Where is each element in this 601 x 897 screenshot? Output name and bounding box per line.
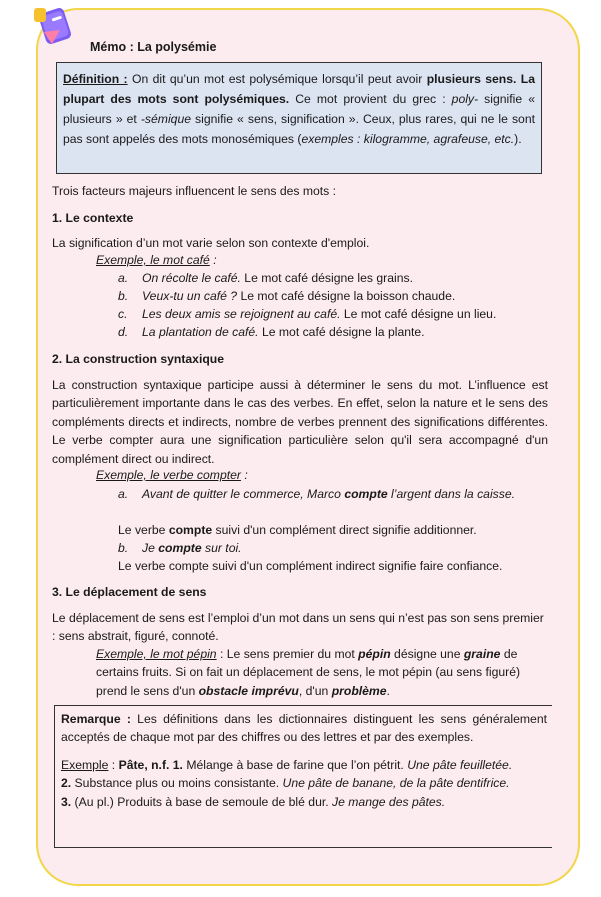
example-label: Exemple, le verbe compter [96, 468, 241, 482]
note-line: Le verbe compte suivi d'un complément indirect signifie faire confiance. [118, 559, 503, 573]
page-title: Mémo : La polysémie [90, 40, 217, 54]
definition-text: ). [514, 132, 522, 146]
section-heading-syntax: 2. La construction syntaxique [52, 352, 225, 366]
definition-text: Ce mot provient du grec : [289, 92, 452, 106]
section-text-syntax: La construction syntaxique participe aussi à déterminer le sens du mot. L’influence est particulièrement importante dans le cas des verbes. En effet, selon la nature et le sens des compléments directs et indirects, nombre de verbes prennent des significations différentes. Le verbe compter aura une signification particulière selon qu'il sera accompagné d'un complément direct ou indirect. [52, 378, 548, 466]
remarque-text: Remarque : Les définitions dans les dictionnaires distinguent les sens généralement acceptés de chaque mot par des chiffres ou des lettres et par des exemples. [61, 712, 547, 745]
definition-examples: exemples : kilogramme, agrafeuse, etc. [301, 132, 515, 146]
section-heading-shift: 3. Le déplacement de sens [52, 585, 207, 599]
intro-text: Trois facteurs majeurs influencent le sens des mots : [52, 184, 337, 198]
list-item: d. La plantation de café. Le mot café désigne la plante. [118, 325, 425, 339]
section-text-context: La signification d’un mot varie selon son contexte d'emploi. [52, 236, 370, 250]
section-text-shift: Le déplacement de sens est l’emploi d’un mot dans un sens qui n’est pas son sens premier : sens abstrait, figuré, connoté. [52, 611, 544, 644]
definition-label: Définition : [63, 72, 128, 86]
definition-italic: poly- [451, 92, 479, 106]
list-item: a. On récolte le café. Le mot café désigne les grains. [118, 271, 413, 285]
remarque-sense-2: 2. Substance plus ou moins consistante. Une pâte de banane, de la pâte dentifrice. [61, 776, 510, 791]
notebook-icon [30, 4, 76, 50]
list-item: b. Veux-tu un café ? Le mot café désigne la boisson chaude. [118, 289, 456, 303]
example-label: Exemple, le mot pépin [96, 647, 217, 661]
list-item: c. Les deux amis se rejoignent au café. Le mot café désigne un lieu. [118, 307, 497, 321]
remarque-label: Remarque : [61, 712, 131, 726]
definition-text: signifie « plusieurs » et [63, 92, 535, 126]
definition-box [56, 62, 542, 174]
example-line: Exemple, le verbe compter : [96, 468, 248, 482]
list-item: a. Avant de quitter le commerce, Marco compte l’argent dans la caisse. [118, 487, 516, 501]
remarque-sense-3: 3. (Au pl.) Produits à base de semoule de blé dur. Je mange des pâtes. [61, 794, 446, 809]
example-line: Exemple, le mot café : [96, 253, 217, 267]
remarque-box [54, 705, 552, 848]
section-heading-context: 1. Le contexte [52, 211, 134, 225]
definition-text: On dit qu’un mot est polysémique lorsqu’il peut avoir [127, 72, 427, 86]
definition-bold: plusieurs sens. La plupart des mots sont polysémiques. [63, 72, 536, 106]
note-line: Le verbe compte suivi d'un complément direct signifie additionner. [118, 523, 477, 537]
list-item: b. Je compte sur toi. [118, 541, 242, 555]
definition-text: signifie « sens, signification ». Ceux, plus rares, qui ne le sont pas sont appelés des mots monosémiques ( [63, 112, 536, 146]
remarque-example: Exemple : Pâte, n.f. 1. Mélange à base de farine que l’on pétrit. Une pâte feuilletée. [61, 757, 513, 772]
definition-italic: -sémique [140, 112, 191, 126]
example-paragraph: Exemple, le mot pépin : Le sens premier du mot pépin désigne une graine de certains fruits. Si on fait un déplacement de sens, le mot pépin (au sens figuré) prend le sens d'un obstacle imprévu, d'un problème. [96, 647, 521, 698]
example-label: Exemple, le mot café [96, 253, 210, 267]
